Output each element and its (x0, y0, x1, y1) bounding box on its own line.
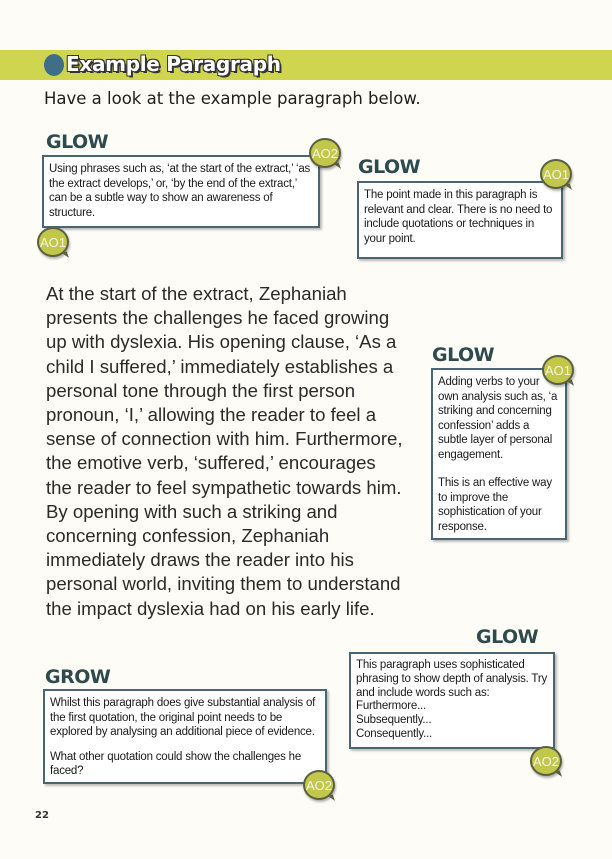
intro-text: Have a look at the example paragraph below. (44, 89, 421, 108)
callout-4-text-2: Furthermore... (356, 700, 427, 713)
callout-1-text: Using phrases such as, ‘at the start of the extract,’ ‘as the extract develops,’ or, ‘by the end of the extract,’ can be a subtle way to show an awareness of structure. (49, 163, 311, 219)
badge-label: AO2 (311, 145, 338, 161)
callout-4-box (349, 652, 555, 749)
ao1-badge-icon (540, 159, 572, 189)
page-number: 22 (35, 810, 49, 821)
callout-5-box (43, 689, 327, 784)
badge-label: AO2 (532, 753, 559, 769)
callout-5-text-2: What other quotation could show the challenges he faced? (50, 750, 302, 777)
example-paragraph: At the start of the extract, Zephaniah presents the challenges he faced growing up with dyslexia. His opening clause, ‘As a child I suffered,’ immediately establishes a personal tone through the first person pronoun, ‘I,’ allowing the reader to feel a sense of connection with him. Furthermore, the emotive verb, ‘suffered,’ encourages the reader to feel sympathetic towards him. By opening with such a striking and concerning confession, Zephaniah immediately draws the reader into his personal world, inviting them to understand the impact dyslexia had on his early life. (46, 283, 403, 619)
badge-label: AO1 (544, 362, 571, 378)
ao1-badge-icon (542, 355, 574, 385)
badge-label: AO1 (542, 166, 569, 182)
bullet-dot-icon (44, 54, 64, 76)
callout-4-text-4: Consequently... (356, 727, 433, 740)
callout-5-label: GROW (45, 666, 111, 688)
callout-1-label: GLOW (46, 131, 109, 153)
section-title: Example Paragraph (66, 52, 281, 76)
callout-2-box (357, 181, 563, 259)
callout-5-text-1: Whilst this paragraph does give substantial analysis of the first quotation, the original point needs to be explored by analysing an additional piece of evidence. (50, 697, 316, 738)
badge-label: AO1 (39, 234, 66, 250)
callout-3-box (431, 368, 567, 540)
ao1-badge-icon (37, 227, 69, 257)
badge-label: AO2 (305, 777, 332, 793)
ao2-badge-icon (303, 770, 335, 800)
callout-1-box (42, 155, 320, 228)
callout-3-label: GLOW (432, 344, 495, 366)
callout-4-text-3: Subsequently... (356, 714, 432, 727)
callout-2-label: GLOW (358, 156, 421, 178)
callout-3-text-2: This is an effective way to improve the sophistication of your response. (438, 477, 552, 533)
callout-3-text-1: Adding verbs to your own analysis such as, ‘a striking and concerning confession’ adds a subtle layer of personal engagement. (438, 376, 558, 461)
callout-4-text-1: This paragraph uses sophisticated phrasing to show depth of analysis. Try and include words such as: (356, 659, 548, 699)
ao2-badge-icon (530, 746, 562, 776)
ao2-badge-icon (309, 138, 341, 168)
callout-4-label: GLOW (476, 626, 539, 648)
callout-2-text: The point made in this paragraph is relevant and clear. There is no need to include quotations or techniques in your point. (364, 189, 553, 245)
